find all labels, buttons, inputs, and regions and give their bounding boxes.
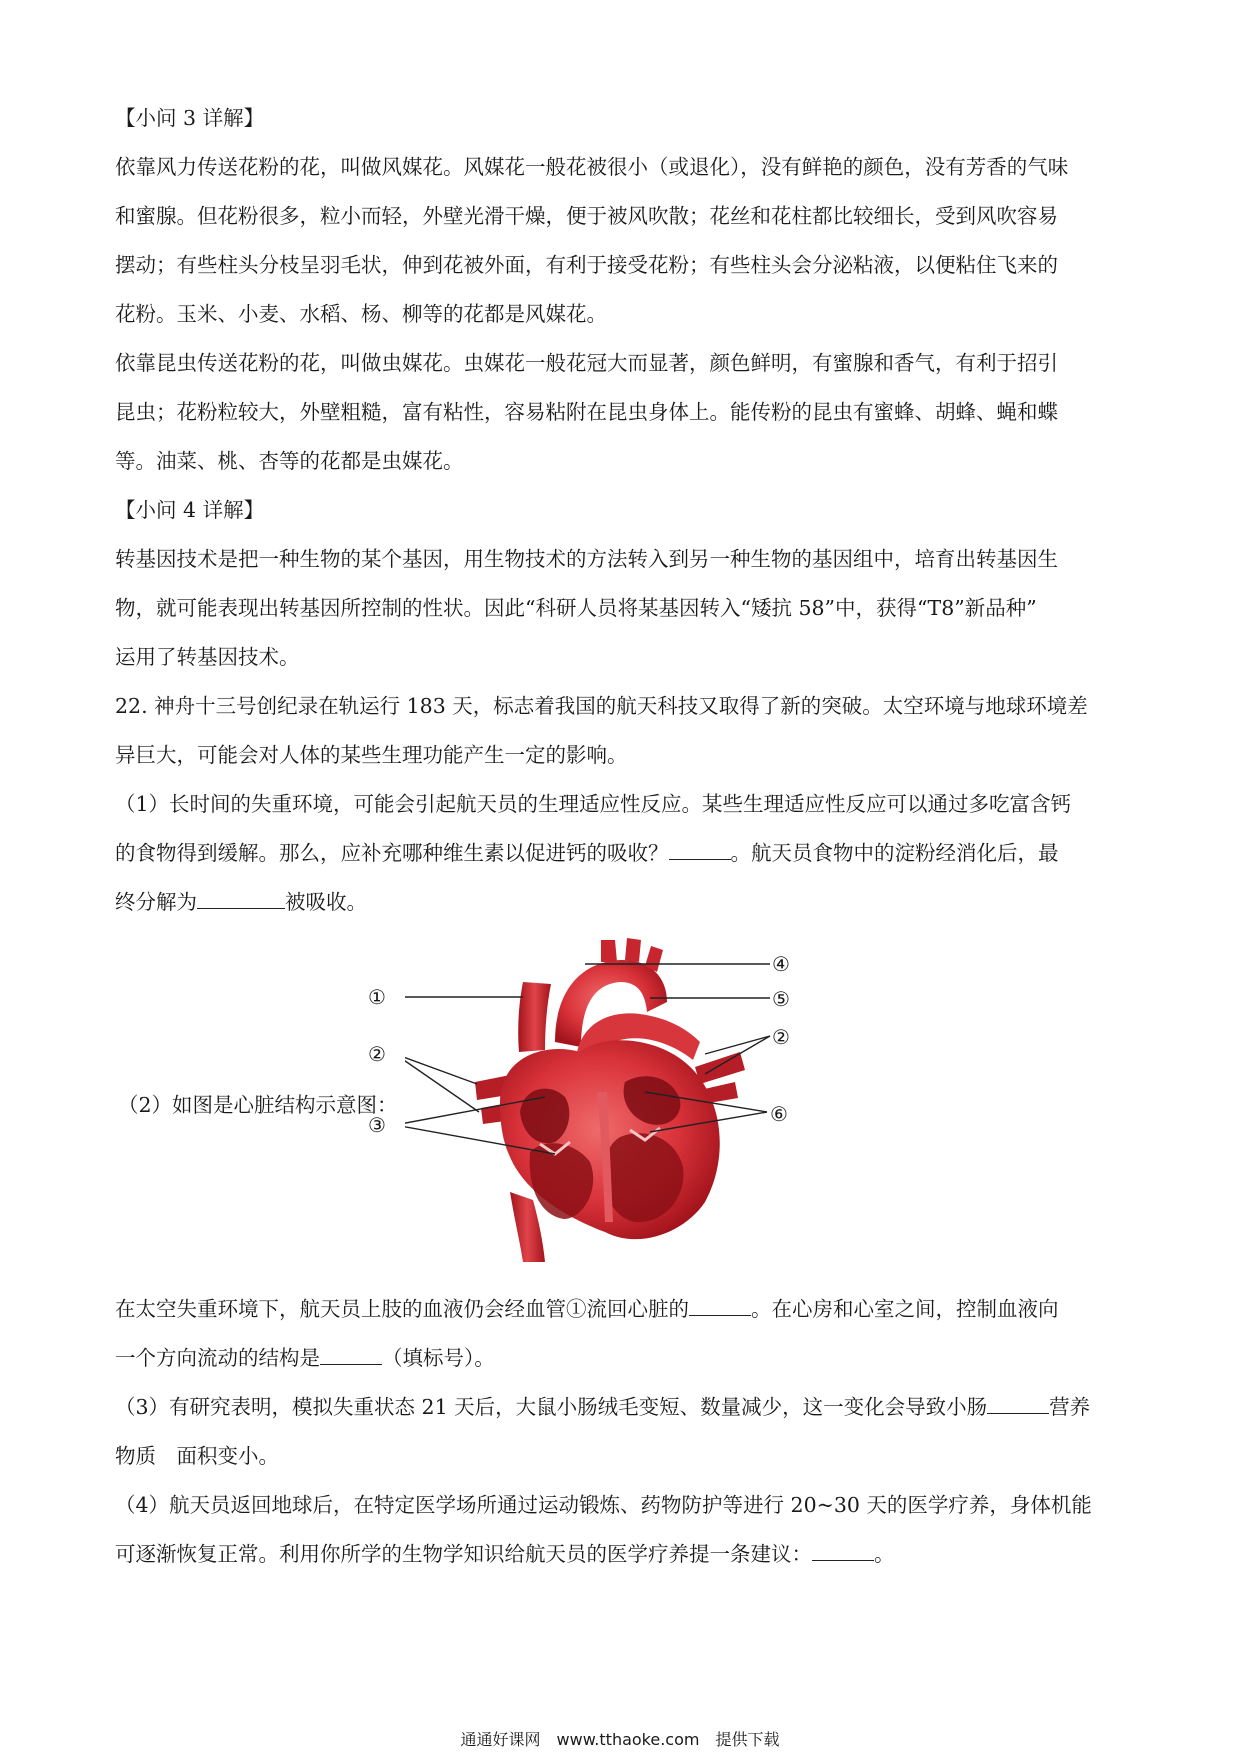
q22-part2-text-c: 一个方向流动的结构是 bbox=[115, 1346, 320, 1370]
q22-part4-line1: （4）航天员返回地球后，在特定医学场所通过运动锻炼、药物防护等进行 20~30 天的医学疗养，身体机能 bbox=[115, 1493, 1092, 1517]
label-6: ⑥ bbox=[770, 1102, 788, 1126]
superior-vena-cava bbox=[518, 982, 551, 1052]
q22-part1-line1: （1）长时间的失重环境，可能会引起航天员的生理适应性反应。某些生理适应性反应可以通过多吃富含钙 bbox=[115, 792, 1072, 816]
label-3: ③ bbox=[368, 1113, 386, 1137]
label-2-right: ② bbox=[772, 1025, 790, 1049]
answer-blank-digestion-product[interactable] bbox=[197, 888, 285, 909]
q22-part2-caption: （2）如图是心脏结构示意图： bbox=[118, 1093, 398, 1117]
q22-part1-text-c: 终分解为 bbox=[115, 890, 197, 914]
q3-paragraph2-line1: 依靠昆虫传送花粉的花，叫做虫媒花。虫媒花一般花冠大而显著，颜色鲜明，有蜜腺和香气，有利于招引 bbox=[115, 351, 1058, 375]
q22-part1-line2 bbox=[115, 839, 1059, 867]
q3-paragraph1-line2: 和蜜腺。但花粉很多，粒小而轻，外壁光滑干燥，便于被风吹散；花丝和花柱都比较细长，受到风吹容易 bbox=[115, 204, 1058, 228]
q22-part3-text-a: （3）有研究表明，模拟失重状态 21 天后，大鼠小肠绒毛变短、数量减少，这一变化会导致小肠 bbox=[115, 1395, 988, 1419]
label-4: ④ bbox=[772, 952, 790, 976]
label-1: ① bbox=[368, 985, 386, 1009]
footer-source: 通通好课网 www.tthaoke.com 提供下载 bbox=[460, 1730, 780, 1749]
q22-part2-line1 bbox=[115, 1295, 1059, 1323]
q22-intro-line1: 22. 神舟十三号创纪录在轨运行 183 天，标志着我国的航天科技又取得了新的突破。太空环境与地球环境差 bbox=[115, 694, 1088, 718]
q22-part4-line2 bbox=[115, 1540, 895, 1568]
answer-blank-valve-number[interactable] bbox=[320, 1344, 382, 1365]
q4-paragraph-line3: 运用了转基因技术。 bbox=[115, 645, 300, 669]
answer-blank-intestine[interactable] bbox=[987, 1393, 1049, 1414]
q4-paragraph-line1: 转基因技术是把一种生物的某个基因，用生物技术的方法转入到另一种生物的基因组中，培育出转基因生 bbox=[115, 547, 1058, 571]
q22-part2-text-a: 在太空失重环境下，航天员上肢的血液仍会经血管①流回心脏的 bbox=[115, 1297, 689, 1321]
q22-part2-line2 bbox=[115, 1344, 495, 1372]
answer-blank-heart-chamber[interactable] bbox=[689, 1295, 751, 1316]
label-5: ⑤ bbox=[772, 987, 790, 1011]
q22-part2-text-b: 。在心房和心室之间，控制血液向 bbox=[751, 1297, 1059, 1321]
q22-part3-text-b: 营养 bbox=[1049, 1395, 1091, 1419]
heart-diagram bbox=[405, 932, 815, 1262]
q3-paragraph2-line2: 昆虫；花粉粒较大，外壁粗糙，富有粘性，容易粘附在昆虫身体上。能传粉的昆虫有蜜蜂、胡蜂、蝇和蝶 bbox=[115, 400, 1058, 424]
q3-heading: 【小问 3 详解】 bbox=[115, 106, 265, 130]
q22-part1-text-a: 的食物得到缓解。那么，应补充哪种维生素以促进钙的吸收？ bbox=[115, 841, 669, 865]
q22-part3-line2: 物质 面积变小。 bbox=[115, 1444, 279, 1468]
q22-part2-text-d: （填标号）。 bbox=[382, 1346, 495, 1370]
q22-part4-text-b: 。 bbox=[874, 1542, 895, 1566]
q4-heading: 【小问 4 详解】 bbox=[115, 498, 265, 522]
answer-blank-vitamin[interactable] bbox=[669, 839, 731, 860]
q22-intro-line2: 异巨大，可能会对人体的某些生理功能产生一定的影响。 bbox=[115, 743, 628, 767]
inferior-vena-cava bbox=[510, 1192, 545, 1262]
q22-part1-text-b: 。航天员食物中的淀粉经消化后，最 bbox=[730, 841, 1059, 865]
q3-paragraph2-line3: 等。油菜、桃、杏等的花都是虫媒花。 bbox=[115, 449, 464, 473]
q3-paragraph1-line1: 依靠风力传送花粉的花，叫做风媒花。风媒花一般花被很小（或退化），没有鲜艳的颜色，没有芳香的气味 bbox=[115, 155, 1069, 179]
q22-part3-line1 bbox=[115, 1393, 1090, 1421]
q22-part4-text-a: 可逐渐恢复正常。利用你所学的生物学知识给航天员的医学疗养提一条建议： bbox=[115, 1542, 812, 1566]
label-2-left: ② bbox=[368, 1042, 386, 1066]
heart-diagram-svg bbox=[405, 932, 815, 1262]
q22-part1-line3 bbox=[115, 888, 367, 916]
q4-paragraph-line2: 物，就可能表现出转基因所控制的性状。因此“科研人员将某基因转入“矮抗 58”中，获得“T8”新品种” bbox=[115, 596, 1037, 620]
q22-part1-text-d: 被吸收。 bbox=[285, 890, 367, 914]
q3-paragraph1-line4: 花粉。玉米、小麦、水稻、杨、柳等的花都是风媒花。 bbox=[115, 302, 607, 326]
answer-blank-suggestion[interactable] bbox=[812, 1540, 874, 1561]
q3-paragraph1-line3: 摆动；有些柱头分枝呈羽毛状，伸到花被外面，有利于接受花粉；有些柱头会分泌粘液，以便粘住飞来的 bbox=[115, 253, 1058, 277]
